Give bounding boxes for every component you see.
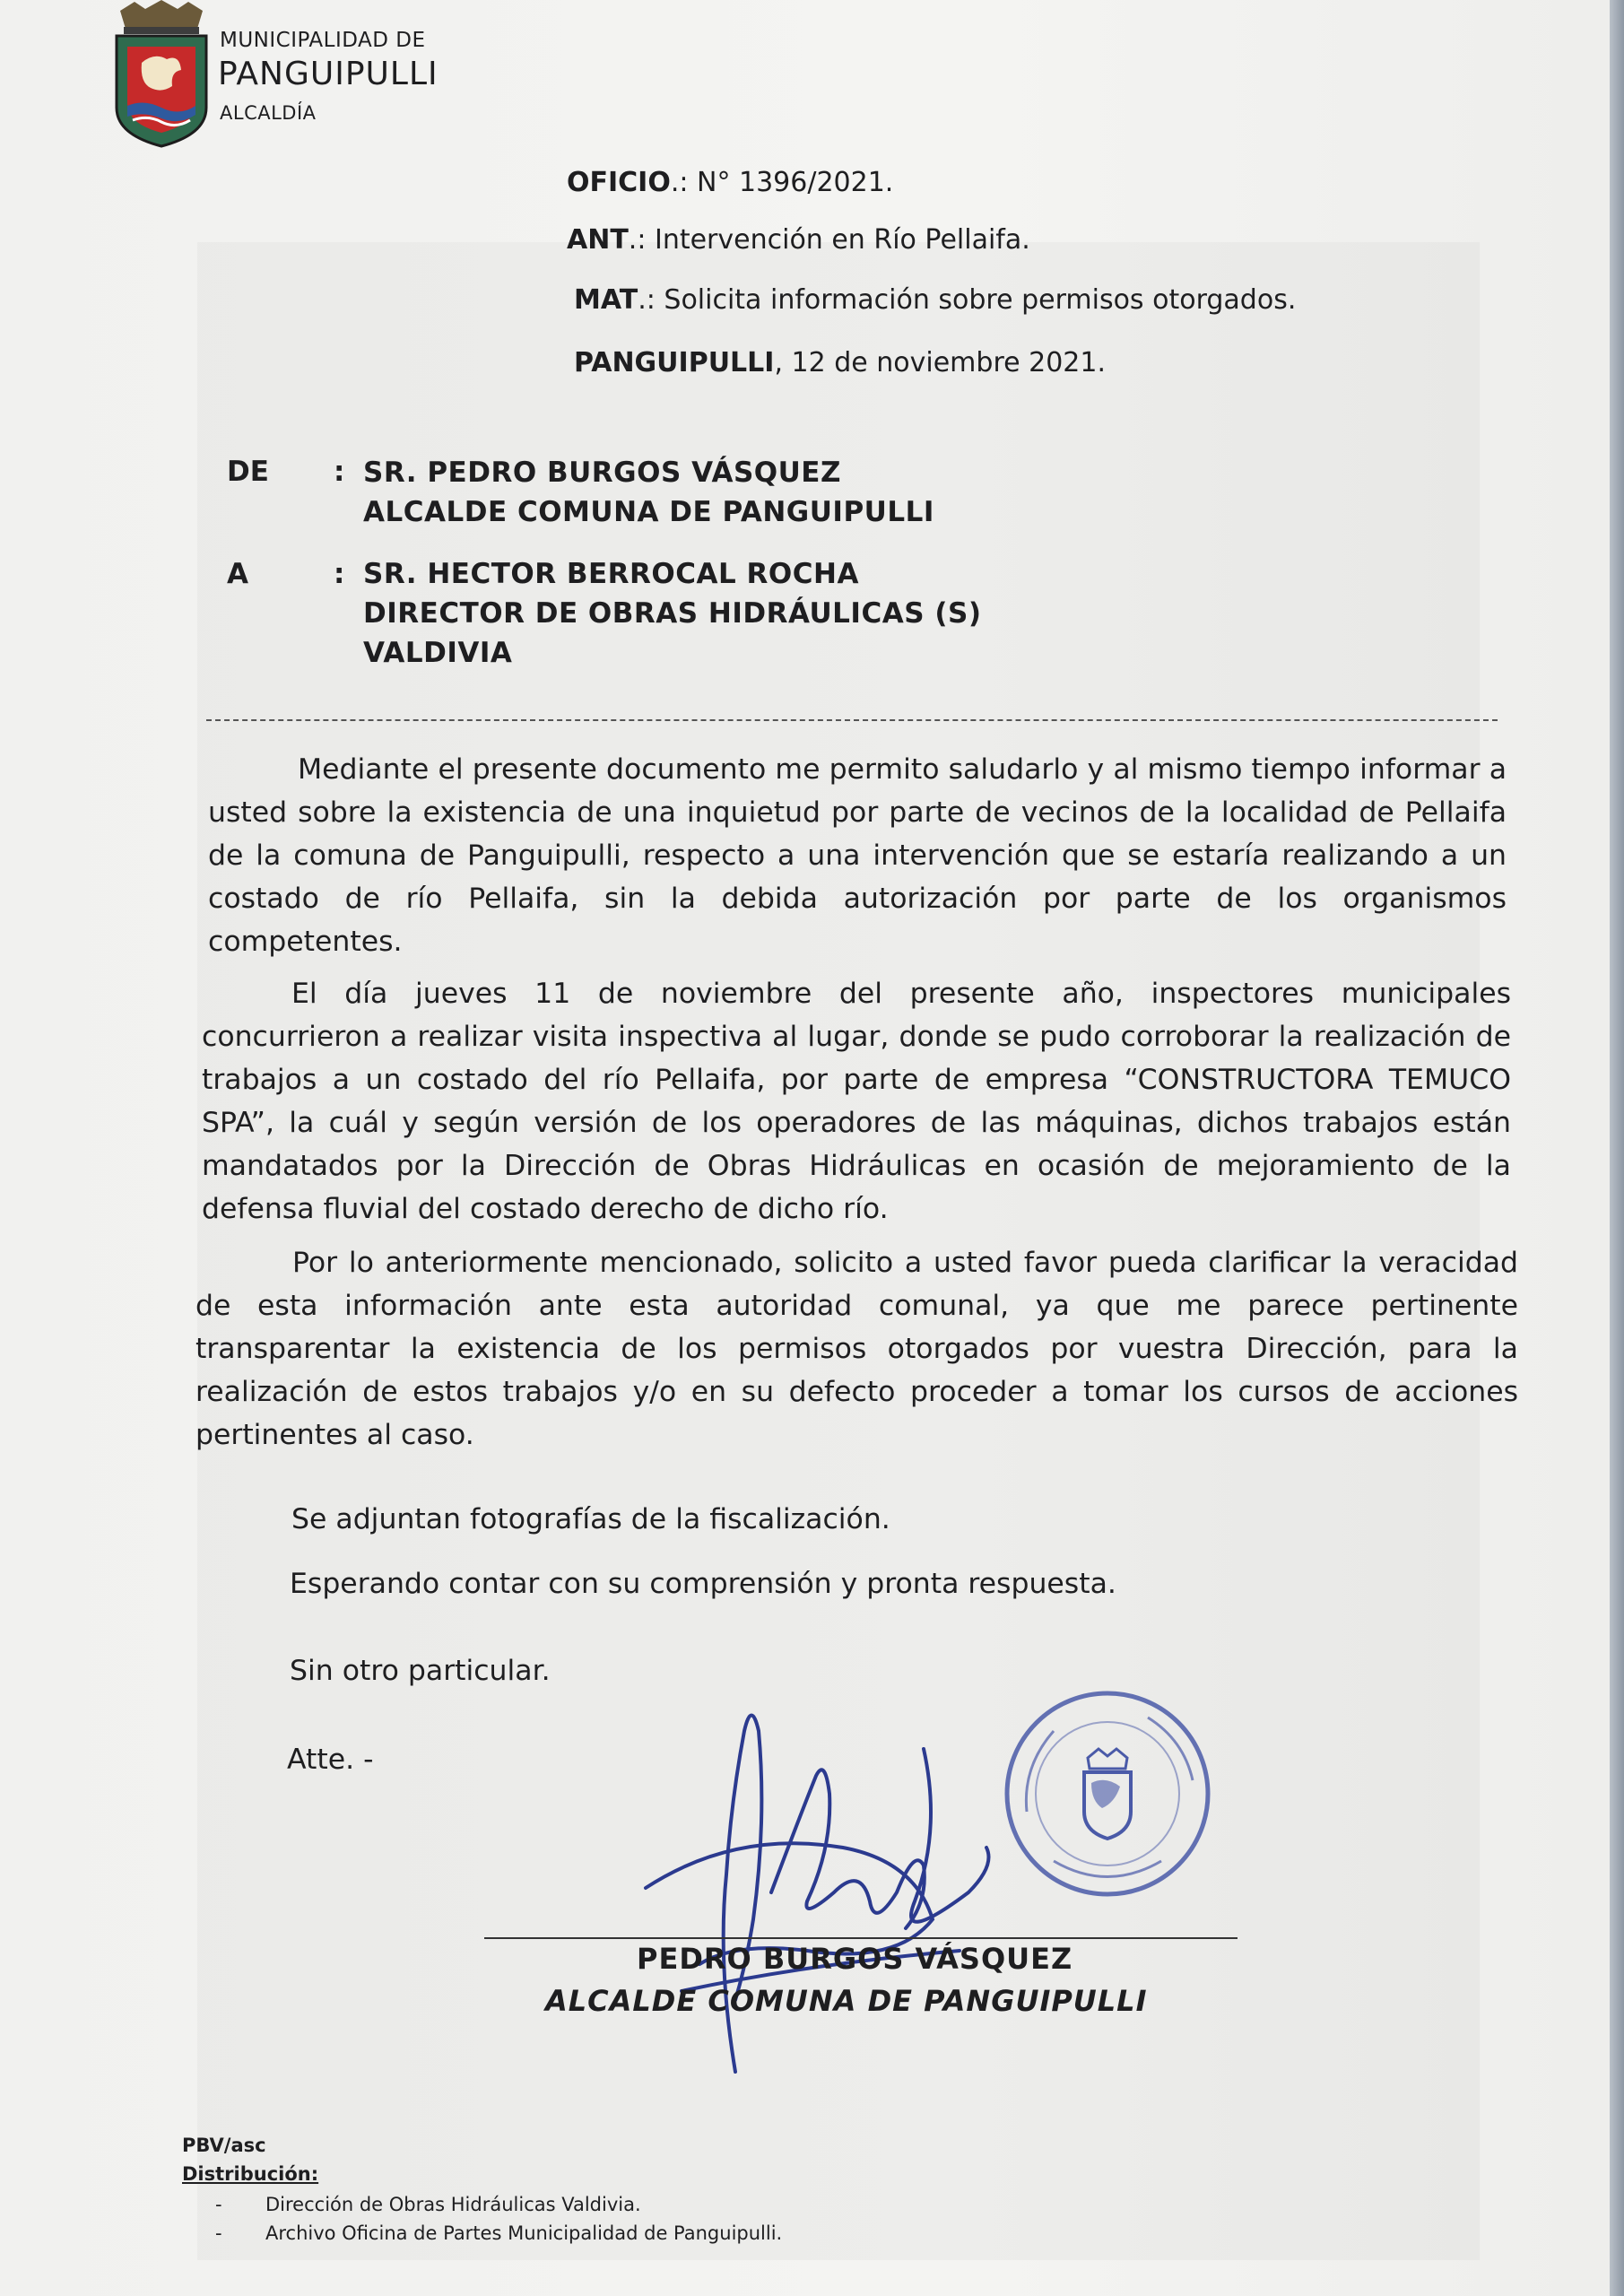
date-value: , 12 de noviembre 2021.	[774, 347, 1107, 378]
municipal-crest-icon	[108, 0, 215, 148]
hope-line: Esperando contar con su comprensión y pronta respuesta.	[290, 1568, 1116, 1600]
mat-label: MAT	[574, 284, 638, 316]
org-name-line3: ALCALDÍA	[220, 102, 317, 124]
dashed-separator	[206, 719, 1498, 721]
distribution-title: Distribución:	[182, 2163, 319, 2185]
place-date-line	[574, 347, 1106, 378]
to-name: SR. HECTOR BERROCAL ROCHA	[363, 558, 859, 590]
oficio-label: OFICIO	[567, 167, 671, 198]
from-block	[363, 453, 934, 532]
to-colon: :	[334, 558, 345, 590]
signer-title: ALCALDE COMUNA DE PANGUIPULLI	[545, 1984, 1148, 2018]
list-bullet: -	[215, 2194, 222, 2215]
attachment-note: Se adjuntan fotografías de la fiscalización.	[291, 1503, 890, 1535]
from-label: DE	[227, 456, 269, 488]
handwritten-signature-icon	[628, 1695, 1040, 2090]
place-label: PANGUIPULLI	[574, 347, 775, 378]
page-edge	[1610, 0, 1624, 2296]
org-name-line1: MUNICIPALIDAD DE	[220, 29, 426, 52]
closing-line: Sin otro particular.	[290, 1655, 551, 1687]
distribution-item	[215, 2222, 782, 2244]
from-colon: :	[334, 456, 345, 488]
to-label: A	[227, 558, 248, 590]
to-city: VALDIVIA	[363, 637, 513, 669]
signer-name: PEDRO BURGOS VÁSQUEZ	[637, 1942, 1073, 1976]
ant-value: .: Intervención en Río Pellaifa.	[628, 224, 1030, 256]
mat-value: .: Solicita información sobre permisos otorgados.	[638, 284, 1297, 316]
atte-line: Atte. -	[287, 1744, 374, 1776]
to-block	[363, 554, 982, 673]
initials: PBV/asc	[182, 2135, 266, 2156]
from-name: SR. PEDRO BURGOS VÁSQUEZ	[363, 457, 841, 489]
list-bullet: -	[215, 2222, 222, 2244]
body-paragraph-2: El día jueves 11 de noviembre del presente año, inspectores municipales concurrieron a realizar visita inspectiva al lugar, donde se pudo corroborar la realización de trabajos a un costado del río Pellaifa, por parte de empresa “CONSTRUCTORA TEMUCO SPA”, la cuál y según versión de los operadores de las máquinas, dichos trabajos están mandatados por la Dirección de Obras Hidráulicas en ocasión de mejoramiento de la defensa fluvial del costado derecho de dicho río.	[202, 978, 1511, 1225]
oficio-line	[567, 167, 893, 198]
from-title: ALCALDE COMUNA DE PANGUIPULLI	[363, 496, 934, 528]
oficio-value: .: N° 1396/2021.	[670, 167, 894, 198]
ant-label: ANT	[567, 224, 629, 256]
signature-line	[484, 1937, 1238, 1939]
org-name-line2: PANGUIPULLI	[218, 56, 439, 92]
mat-line	[574, 284, 1296, 316]
body-paragraph-3: Por lo anteriormente mencionado, solicito a usted favor pueda clarificar la veracidad de esta información ante esta autoridad comunal, ya que me parece pertinente transparentar la existencia de los permisos otorgados por vuestra Dirección, para la realización de estos trabajos y/o en su defecto proceder a tomar los cursos de acciones pertinentes al caso.	[195, 1247, 1518, 1451]
distribution-item-text: Archivo Oficina de Partes Municipalidad de Panguipulli.	[265, 2222, 783, 2244]
distribution-item	[215, 2194, 641, 2215]
body-paragraph-1: Mediante el presente documento me permito saludarlo y al mismo tiempo informar a usted sobre la existencia de una inquietud por parte de vecinos de la localidad de Pellaifa de la comuna de Panguipulli, respecto a una intervención que se estaría realizando a un costado de río Pellaifa, sin la debida autorización por parte de los organismos competentes.	[208, 753, 1507, 958]
to-title: DIRECTOR DE OBRAS HIDRÁULICAS (S)	[363, 597, 982, 630]
ant-line	[567, 224, 1030, 256]
distribution-item-text: Dirección de Obras Hidráulicas Valdivia.	[265, 2194, 641, 2215]
